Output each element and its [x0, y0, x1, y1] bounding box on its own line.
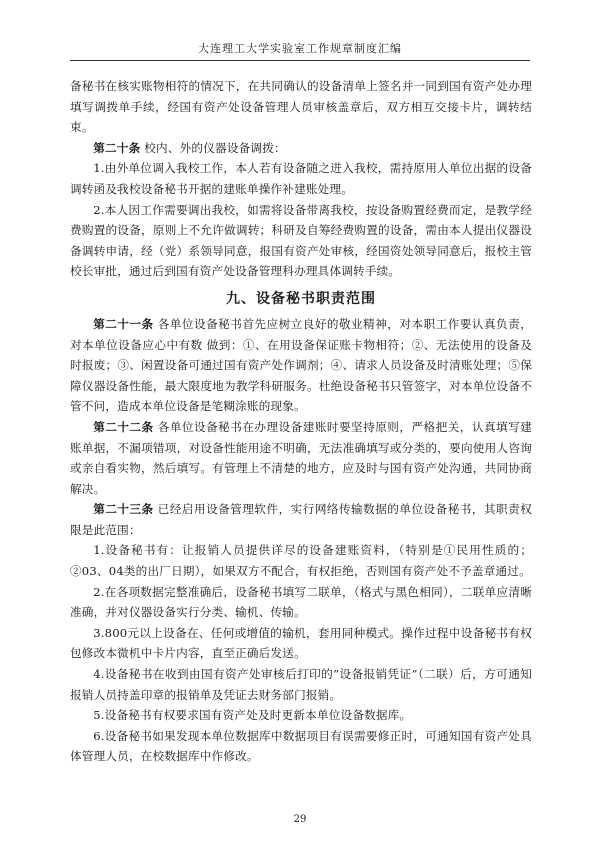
- article-23-item-3: 3.800元以上设备在、任何或增值的输机，套用同种模式。操作过程中设备秘书有权包修改本微机中卡片内容，直至正确后发送。: [70, 625, 532, 661]
- article-22-number: 第二十二条: [93, 419, 154, 434]
- article-20-item-2: 2.本人因工作需要调出我校，如需将设备带离我校，按设备购置经费而定，是教学经费购置的设备，原则上不允许做调转；科研及自筹经费购置的设备，需由本人提出仪器设备调转申请，经（党）系领导同意，报国有资产处审核，经国资处领导同意后，报校主管校长审批，通过后到国有资产处设备管理科办理具体调转手续。: [70, 202, 532, 279]
- article-20-number: 第二十条: [93, 140, 141, 155]
- document-body: [70, 76, 532, 767]
- article-21: [70, 314, 532, 417]
- article-22: [70, 417, 532, 499]
- running-header: 大连理工大学实验室工作规章制度汇编: [70, 40, 530, 61]
- article-23-text: 已经启用设备管理软件，实行网络传输数据的单位设备秘书，其职责权限是此范围：: [70, 502, 532, 537]
- article-21-text: 各单位设备秘书首先应树立良好的敬业精神，对本职工作要认真负责，对本单位设备应心中有数 做到：①、在用设备保证账卡物相符；②、无法使用的设备及时报废；③、闲置设备可通过国有资产处作调剂；④、请求人员设备及时清账处理；⑤保障仪器设备性能，最大限度地为教学科研服务。杜绝设备秘书只管签字，对本单位设备不管不问，造成本单位设备是笔糊涂账的现象。: [70, 316, 532, 414]
- paragraph-continued: 备秘书在核实账物相符的情况下，在共同确认的设备清单上签名并一同到国有资产处办理填写调拨单手续，经国有资产处设备管理人员审核盖章后，双方相互交接卡片，调转结束。: [70, 79, 532, 135]
- article-20-text: 校内、外的仪器设备调拨：: [140, 140, 286, 155]
- article-20: [70, 138, 532, 159]
- article-23-item-1: 1.设备秘书有：让报销人员提供详尽的设备建账资料，（特别是①民用性质的；②03、04类的出厂日期），如果双方不配合，有权拒绝，否则国有资产处不予盖章通过。: [70, 543, 532, 579]
- page-number: 29: [293, 814, 307, 825]
- article-23: [70, 499, 532, 540]
- article-23-item-2: 2.在各项数据完整准确后，设备秘书填写二联单，（格式与黑色相同），二联单应清晰准确，并对仪器设备实行分类、输机、传输。: [70, 584, 532, 620]
- article-21-number: 第二十一条: [93, 316, 154, 331]
- section-title: 九、设备秘书职责范围: [226, 290, 376, 307]
- article-23-item-5: 5.设备秘书有权要求国有资产处及时更新本单位设备数据库。: [93, 708, 412, 723]
- article-23-item-6: 6.设备秘书如果发现本单位数据库中数据项目有误需要修正时，可通知国有资产处具体管理人员，在校数据库中作修改。: [70, 728, 532, 764]
- article-22-text: 各单位设备秘书在办理设备建账时要坚持原则，严格把关，认真填写建账单据，不漏项错项，对设备性能用途不明确，无法准确填写或分类的，要向使用人咨询或亲自看实物，然后填写。有管理上不清楚的地方，应及时与国有资产处沟通，共同协商解决。: [70, 419, 532, 496]
- article-20-item-1: 1.由外单位调入我校工作，本人若有设备随之进入我校，需持原用人单位出据的设备调转函及我校设备秘书开据的建账单操作补建账处理。: [70, 161, 532, 196]
- article-23-item-4: 4.设备秘书在收到由国有资产处审核后打印的“设备报销凭证”（二联）后，方可通知报销人员持盖印章的报销单及凭证去财务部门报销。: [70, 667, 532, 702]
- article-23-number: 第二十三条: [93, 502, 154, 517]
